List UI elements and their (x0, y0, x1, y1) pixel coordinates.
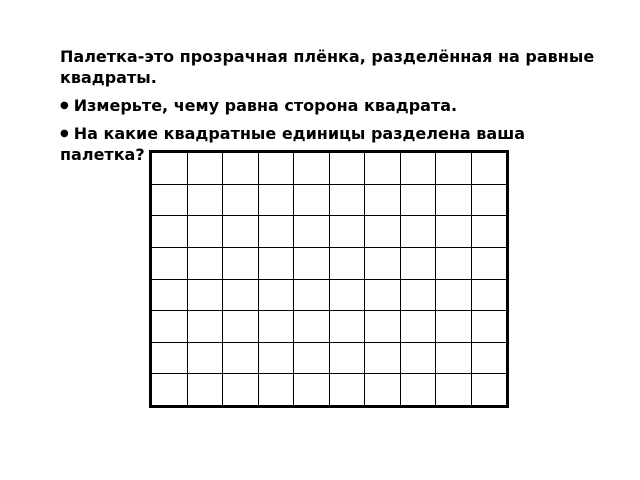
grid-cell (471, 247, 507, 279)
grid-cell (329, 247, 365, 279)
grid-cell (329, 311, 365, 343)
grid-cell (471, 374, 507, 406)
grid-cell (329, 153, 365, 185)
grid-cell (294, 216, 330, 248)
grid-cell (436, 311, 472, 343)
grid-cell (329, 342, 365, 374)
grid-cell (152, 153, 188, 185)
grid-cell (329, 184, 365, 216)
grid-cell (187, 216, 223, 248)
grid-row (152, 184, 507, 216)
grid-cell (258, 247, 294, 279)
grid-row (152, 216, 507, 248)
grid-cell (365, 247, 401, 279)
grid-row (152, 311, 507, 343)
grid-cell (258, 279, 294, 311)
grid-cell (187, 184, 223, 216)
grid-cell (294, 247, 330, 279)
grid-cell (471, 216, 507, 248)
bullet-text: На какие квадратные единицы разделена ваша палетка? (60, 124, 525, 164)
grid-cell (223, 153, 259, 185)
grid-cell (152, 216, 188, 248)
grid-cell (400, 184, 436, 216)
grid-cell (187, 153, 223, 185)
grid-cell (400, 216, 436, 248)
grid-cell (258, 153, 294, 185)
grid-cell (436, 247, 472, 279)
grid-cell (152, 279, 188, 311)
grid-cell (294, 374, 330, 406)
grid-row (152, 247, 507, 279)
grid-cell (400, 374, 436, 406)
grid-cell (436, 216, 472, 248)
grid-cell (258, 184, 294, 216)
grid-cell (187, 279, 223, 311)
grid-cell (365, 184, 401, 216)
grid-cell (436, 342, 472, 374)
grid-cell (223, 342, 259, 374)
grid-cell (223, 374, 259, 406)
grid-cell (365, 342, 401, 374)
bullet-dot-icon: ● (60, 100, 69, 111)
grid-cell (223, 247, 259, 279)
grid-cell (436, 184, 472, 216)
grid-cell (400, 279, 436, 311)
grid-cell (471, 279, 507, 311)
grid-cell (471, 311, 507, 343)
grid-cell (187, 342, 223, 374)
grid-cell (187, 311, 223, 343)
bullet-item-1 (60, 95, 600, 116)
grid-cell (471, 342, 507, 374)
grid-cell (152, 342, 188, 374)
grid-cell (294, 153, 330, 185)
grid-row (152, 374, 507, 406)
grid-cell (400, 342, 436, 374)
grid-cell (294, 311, 330, 343)
grid-cell (436, 153, 472, 185)
grid-cell (294, 279, 330, 311)
grid-cell (365, 374, 401, 406)
grid-cell (152, 247, 188, 279)
bullet-text: Измерьте, чему равна сторона квадрата. (73, 96, 458, 115)
grid-cell (294, 342, 330, 374)
grid-cell (400, 153, 436, 185)
grid-row (152, 153, 507, 185)
grid-cell (152, 184, 188, 216)
grid-cell (258, 374, 294, 406)
bullet-dot-icon: ● (60, 128, 69, 139)
grid-cell (471, 184, 507, 216)
grid-cell (258, 311, 294, 343)
grid-cell (152, 311, 188, 343)
palette-grid-table (151, 152, 507, 406)
grid-cell (365, 216, 401, 248)
grid-row (152, 342, 507, 374)
grid-cell (152, 374, 188, 406)
grid-cell (471, 153, 507, 185)
grid-cell (436, 374, 472, 406)
grid-cell (294, 184, 330, 216)
grid-cell (365, 153, 401, 185)
grid-cell (436, 279, 472, 311)
grid-cell (400, 247, 436, 279)
grid-cell (187, 374, 223, 406)
grid-cell (223, 216, 259, 248)
grid-cell (223, 279, 259, 311)
grid-cell (365, 311, 401, 343)
grid-cell (258, 342, 294, 374)
grid-cell (400, 311, 436, 343)
grid-cell (329, 279, 365, 311)
grid-row (152, 279, 507, 311)
palette-grid (149, 150, 509, 408)
grid-cell (329, 216, 365, 248)
grid-cell (223, 311, 259, 343)
grid-cell (187, 247, 223, 279)
grid-cell (365, 279, 401, 311)
grid-cell (329, 374, 365, 406)
grid-cell (223, 184, 259, 216)
intro-text: Палетка-это прозрачная плёнка, разделённая на равные квадраты. (60, 47, 595, 87)
grid-cell (258, 216, 294, 248)
